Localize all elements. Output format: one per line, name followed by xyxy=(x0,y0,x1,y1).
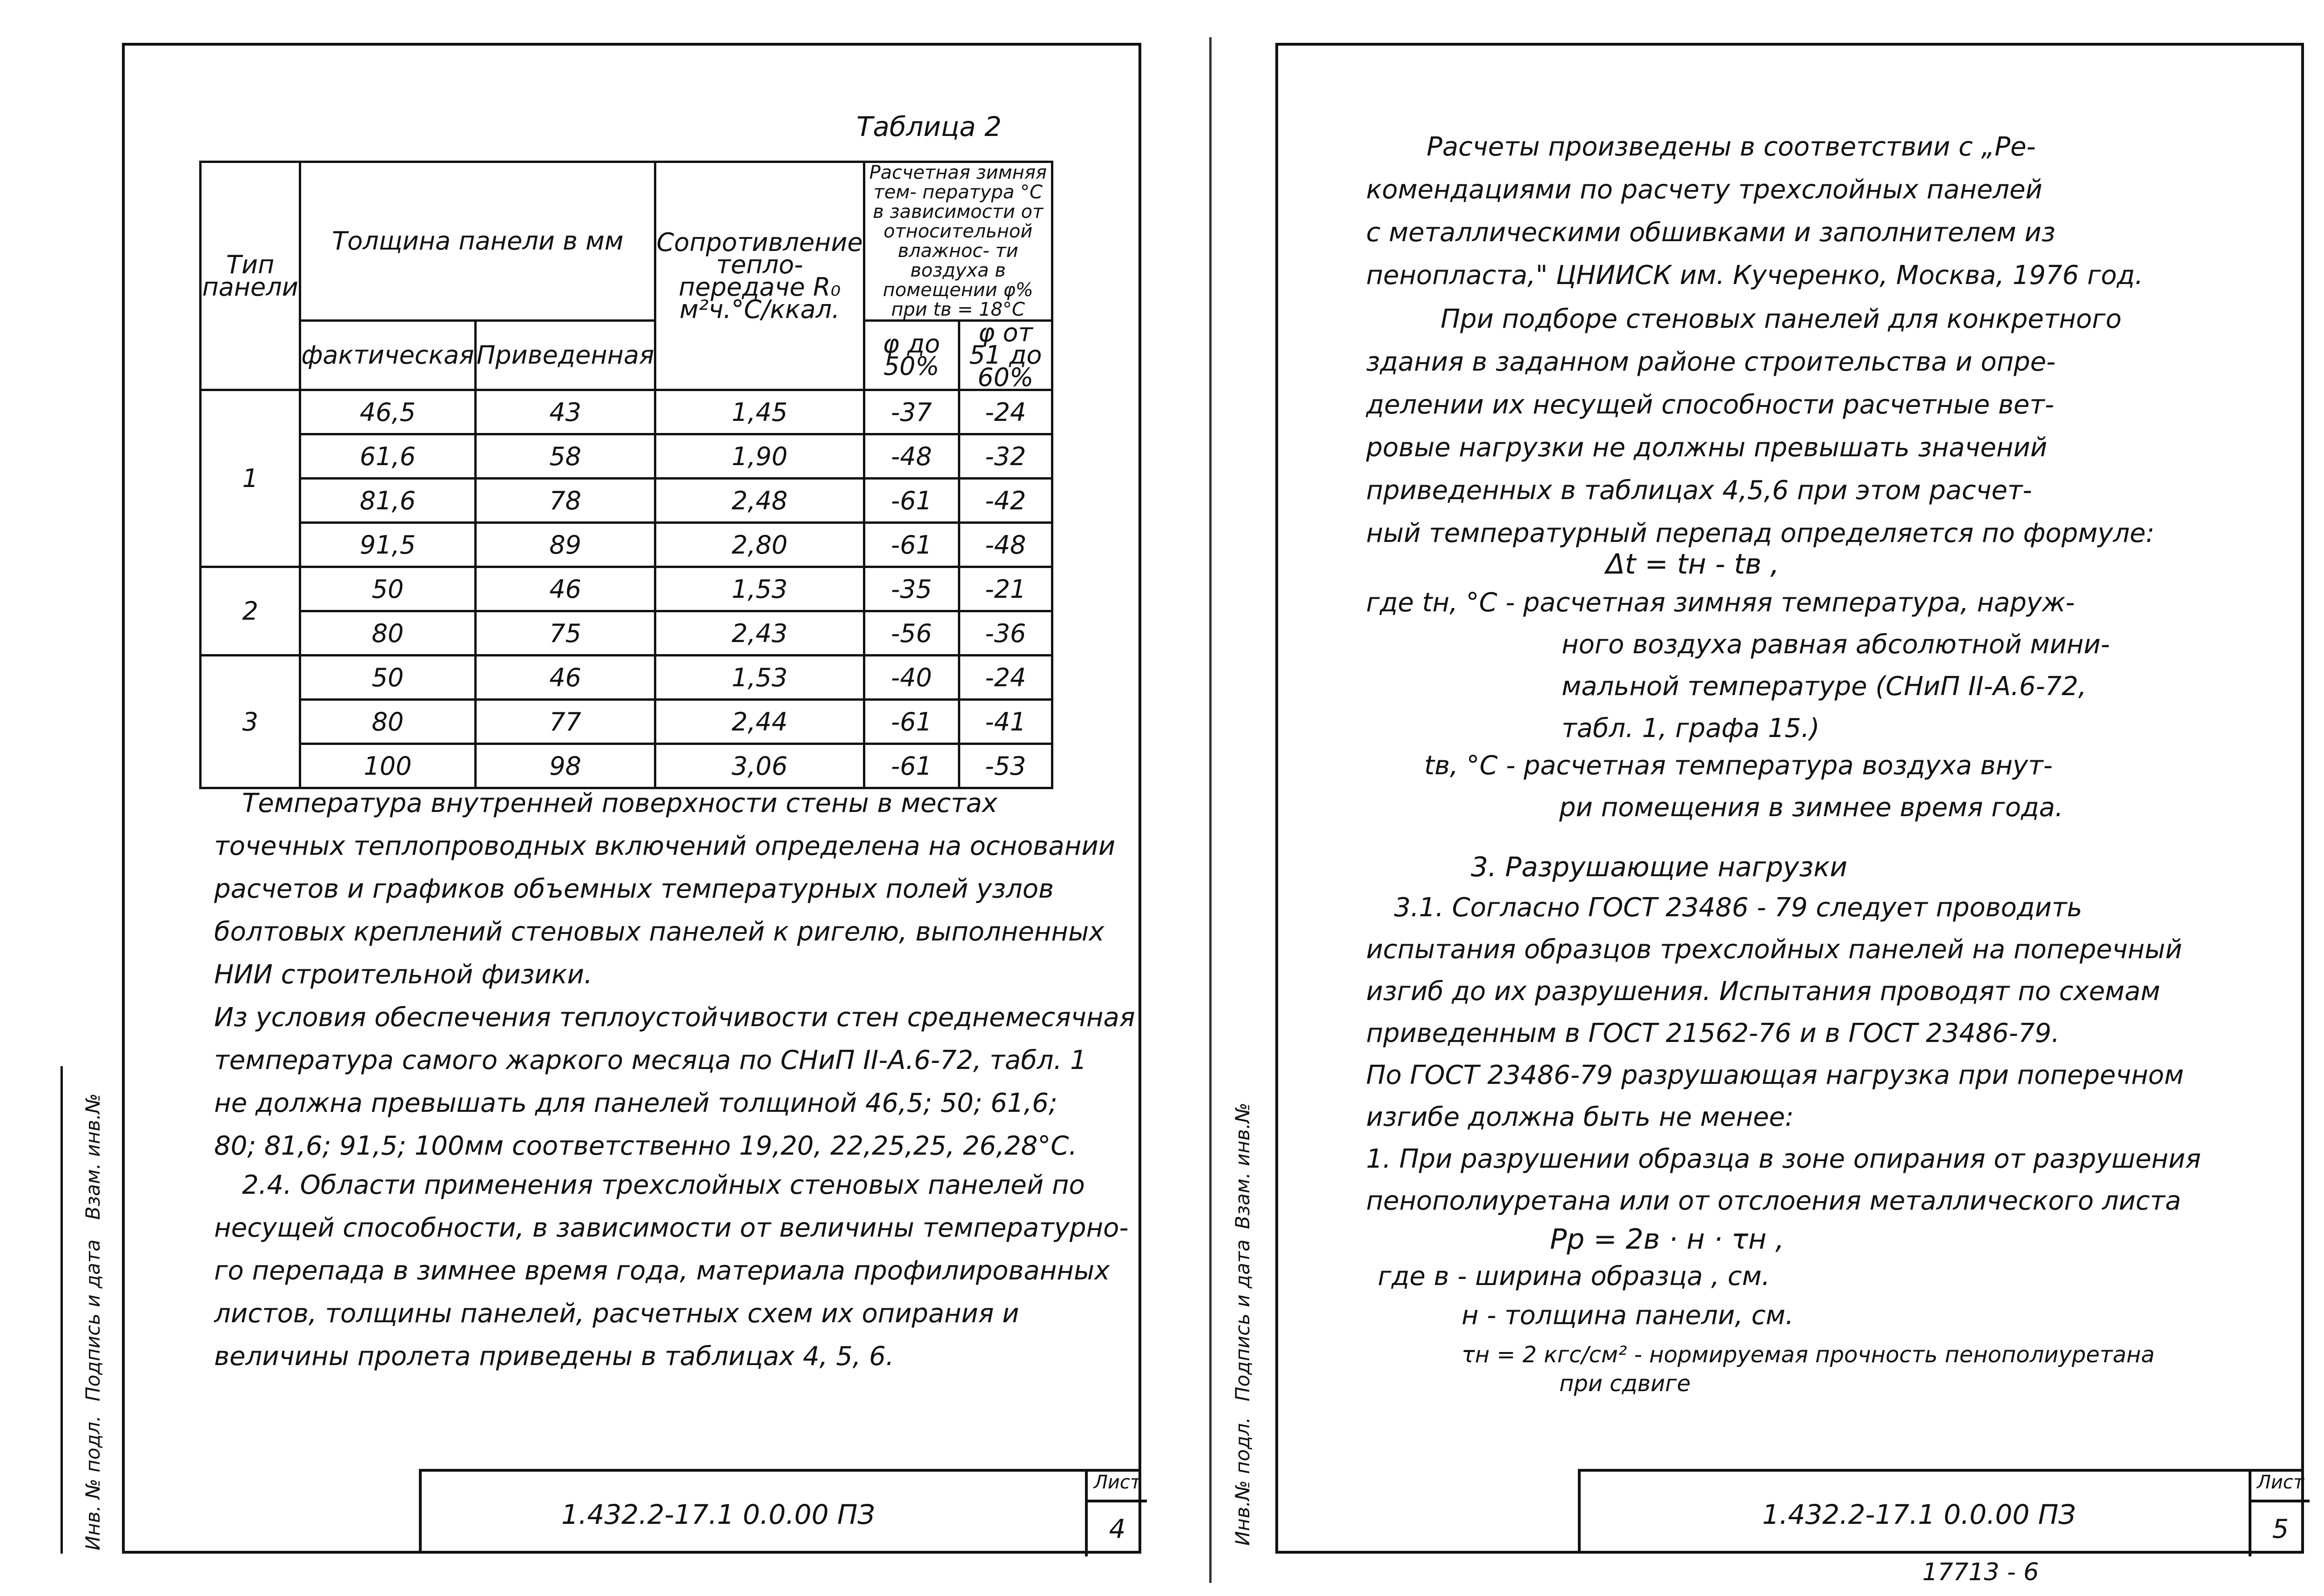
panel-type-cell: 2 xyxy=(201,567,300,656)
text-line: с металлическими обшивками и заполнителем из xyxy=(1366,217,2055,248)
header-actual: фактическая xyxy=(300,321,475,390)
text-line: н - толщина панели, см. xyxy=(1462,1300,1794,1331)
left-paragraph-2 xyxy=(214,996,1135,1168)
table-cell: 46 xyxy=(475,567,655,611)
text-line: температура самого жаркого месяца по СНиП II-А.6-72, табл. 1 xyxy=(214,1045,1087,1075)
margin-label: Взам. инв.№ xyxy=(81,1093,104,1220)
table-cell: 50 xyxy=(300,567,475,611)
table-row xyxy=(201,523,1052,567)
table-cell: 80 xyxy=(300,700,475,744)
text-line: При подборе стеновых панелей для конкретного xyxy=(1441,304,2122,334)
table-cell: 3,06 xyxy=(655,744,864,788)
table-cell: 81,6 xyxy=(300,479,475,523)
text-line: пенополиуретана или от отслоения металлического листа xyxy=(1366,1186,2181,1216)
text-line: приведенных в таблицах 4,5,6 при этом расчет- xyxy=(1366,475,2032,506)
table-cell: 50 xyxy=(300,656,475,700)
text-line: мальной температуре (СНиП II-А.6-72, xyxy=(1562,671,2087,702)
text-line: Расчеты произведены в соответствии с „Ре- xyxy=(1427,132,2036,162)
title-block-left xyxy=(419,1469,1141,1554)
text-line: изгибе должна быть не менее: xyxy=(1366,1102,1794,1132)
table-cell: -37 xyxy=(864,390,959,434)
table-cell: -48 xyxy=(959,523,1052,567)
where-block-1 xyxy=(1366,582,2110,750)
section-title: 3. Разрушающие нагрузки xyxy=(1471,851,1847,883)
drawing-code: 1.432.2-17.1 0.0.00 ПЗ xyxy=(1762,1499,2076,1530)
footer-number: 17713 - 6 xyxy=(1922,1558,2039,1586)
drawing-code: 1.432.2-17.1 0.0.00 ПЗ xyxy=(561,1499,875,1530)
text-line: изгиб до их разрушения. Испытания проводят по схемам xyxy=(1366,976,2161,1007)
text-line: табл. 1, графа 15.) xyxy=(1562,713,1820,744)
text-line: где в - ширина образца , см. xyxy=(1378,1261,1770,1292)
header-phi-50: φ до 50% xyxy=(864,321,959,390)
text-line: величины пролета приведены в таблицах 4, 5, 6. xyxy=(214,1341,894,1372)
text-line: го перепада в зимнее время года, материала профилированных xyxy=(214,1256,1110,1286)
margin-label: Инв. № подл. xyxy=(81,1415,104,1550)
table-cell: 78 xyxy=(475,479,655,523)
left-paragraph-1 xyxy=(214,782,1115,996)
left-margin-block xyxy=(61,1066,124,1554)
table-cell: -61 xyxy=(864,523,959,567)
right-paragraph-2 xyxy=(1366,298,2155,555)
table-row xyxy=(201,744,1052,788)
where-block-2 xyxy=(1424,745,2063,829)
table-cell: 43 xyxy=(475,390,655,434)
sheet-label: Лист xyxy=(1088,1472,1147,1502)
text-line: расчетов и графиков объемных температурных полей узлов xyxy=(214,874,1054,904)
text-line: τн = 2 кгс/см² - нормируемая прочность пенополиуретана xyxy=(1462,1342,2155,1368)
table-cell: -61 xyxy=(864,479,959,523)
table-cell: 100 xyxy=(300,744,475,788)
table-cell: 46 xyxy=(475,656,655,700)
formula-pp: Pp = 2в · н · τн , xyxy=(1550,1223,1785,1256)
header-resistance: Сопротивление тепло- передаче R₀ м²ч.°С/ккал. xyxy=(655,162,864,390)
side-label: Инв.№ подл. xyxy=(1231,1417,1254,1546)
text-line: где tн, °С - расчетная зимняя температура, наруж- xyxy=(1366,588,2075,618)
left-paragraph-3 xyxy=(214,1164,1129,1378)
where-block-3 xyxy=(1378,1257,2155,1397)
table-row xyxy=(201,656,1052,700)
table-cell: 1,53 xyxy=(655,656,864,700)
text-line: 2.4. Области применения трехслойных стеновых панелей по xyxy=(242,1170,1085,1200)
table-cell: -35 xyxy=(864,567,959,611)
sheet-number: 4 xyxy=(1109,1514,1126,1544)
header-phi-60: φ от 51 до 60% xyxy=(959,321,1052,390)
table-row xyxy=(201,479,1052,523)
text-line: Из условия обеспечения теплоустойчивости стен среднемесячная xyxy=(214,1002,1135,1033)
panel-type-cell: 3 xyxy=(201,656,300,788)
sheet-box xyxy=(1085,1472,1147,1556)
side-label: Подпись и дата xyxy=(1231,1239,1254,1401)
text-line: болтовых креплений стеновых панелей к ригелю, выполненных xyxy=(214,917,1105,947)
text-line: при сдвиге xyxy=(1559,1371,1691,1397)
text-line: приведенным в ГОСТ 21562-76 и в ГОСТ 23486-79. xyxy=(1366,1018,2060,1048)
text-line: несущей способности, в зависимости от величины температурно- xyxy=(214,1213,1129,1243)
table-cell: 46,5 xyxy=(300,390,475,434)
text-line: НИИ строительной физики. xyxy=(214,960,593,990)
header-type: Тип панели xyxy=(201,162,300,390)
header-temperature: Расчетная зимняя тем- пература °С в зависимости от относительной влажнос- ти воздуха в помещении φ% при tв = 18°С xyxy=(864,162,1052,321)
text-line: 1. При разрушении образца в зоне опирания от разрушения xyxy=(1366,1144,2201,1174)
table-cell: -40 xyxy=(864,656,959,700)
table-row xyxy=(201,611,1052,656)
table-cell: -61 xyxy=(864,700,959,744)
text-line: комендациями по расчету трехслойных панелей xyxy=(1366,175,2042,205)
title-block-right xyxy=(1578,1469,2304,1554)
header-thickness: Толщина панели в мм xyxy=(300,162,655,321)
table-cell: 91,5 xyxy=(300,523,475,567)
table-cell: -21 xyxy=(959,567,1052,611)
table-cell: 1,45 xyxy=(655,390,864,434)
table-cell: 98 xyxy=(475,744,655,788)
table-cell: 2,44 xyxy=(655,700,864,744)
right-side-column xyxy=(1215,1075,1278,1554)
table-cell: -56 xyxy=(864,611,959,656)
table-cell: -42 xyxy=(959,479,1052,523)
table-row xyxy=(201,567,1052,611)
table-cell: 1,90 xyxy=(655,434,864,479)
spread-divider xyxy=(1209,37,1212,1583)
table-cell: -32 xyxy=(959,434,1052,479)
table-cell: -48 xyxy=(864,434,959,479)
table-cell: 80 xyxy=(300,611,475,656)
text-line: не должна превышать для панелей толщиной 46,5; 50; 61,6; xyxy=(214,1088,1058,1118)
header-reduced: Приведенная xyxy=(475,321,655,390)
table-cell: 75 xyxy=(475,611,655,656)
table-row xyxy=(201,434,1052,479)
side-label: Взам. инв.№ xyxy=(1231,1102,1254,1229)
table-cell: 77 xyxy=(475,700,655,744)
text-line: пенопласта," ЦНИИСК им. Кучеренко, Москва, 1976 год. xyxy=(1366,260,2143,291)
text-line: испытания образцов трехслойных панелей на поперечный xyxy=(1366,934,2183,965)
table-2 xyxy=(199,161,1053,789)
text-line: ный температурный перепад определяется по формуле: xyxy=(1366,518,2155,548)
text-line: точечных теплопроводных включений определена на основании xyxy=(214,831,1116,861)
text-line: 3.1. Согласно ГОСТ 23486 - 79 следует проводить xyxy=(1394,893,2082,923)
formula-delta-t: Δt = tн - tв , xyxy=(1606,548,1779,581)
text-line: делении их несущей способности расчетные вет- xyxy=(1366,390,2055,420)
table-cell: 61,6 xyxy=(300,434,475,479)
text-line: Температура внутренней поверхности стены в местах xyxy=(242,788,997,818)
sheet-label: Лист xyxy=(2251,1472,2310,1502)
right-paragraph-1 xyxy=(1366,126,2143,297)
sheet-box xyxy=(2249,1472,2310,1556)
table-cell: -41 xyxy=(959,700,1052,744)
panel-type-cell: 1 xyxy=(201,390,300,567)
table-cell: 89 xyxy=(475,523,655,567)
table-cell: -61 xyxy=(864,744,959,788)
table-row xyxy=(201,700,1052,744)
table-cell: -36 xyxy=(959,611,1052,656)
text-line: листов, толщины панелей, расчетных схем их опирания и xyxy=(214,1298,1019,1329)
table-row xyxy=(201,390,1052,434)
text-line: ровые нагрузки не должны превышать значений xyxy=(1366,433,2048,463)
table-cell: -53 xyxy=(959,744,1052,788)
text-line: tв, °С - расчетная температура воздуха внут- xyxy=(1424,751,2053,781)
text-line: ри помещения в зимнее время года. xyxy=(1559,792,2063,823)
sheet-number: 5 xyxy=(2272,1514,2289,1544)
text-line: 80; 81,6; 91,5; 100мм соответственно 19,20, 22,25,25, 26,28°С. xyxy=(214,1131,1078,1161)
table-cell: 2,80 xyxy=(655,523,864,567)
margin-label: Подпись и дата xyxy=(81,1239,104,1401)
table-cell: 2,48 xyxy=(655,479,864,523)
table-cell: 2,43 xyxy=(655,611,864,656)
table-caption: Таблица 2 xyxy=(856,111,1002,142)
right-paragraph-3 xyxy=(1366,887,2201,1222)
table-body xyxy=(201,390,1052,788)
text-line: По ГОСТ 23486-79 разрушающая нагрузка при поперечном xyxy=(1366,1060,2184,1090)
table-cell: -24 xyxy=(959,656,1052,700)
table-cell: 58 xyxy=(475,434,655,479)
table-cell: -24 xyxy=(959,390,1052,434)
text-line: ного воздуха равная абсолютной мини- xyxy=(1562,629,2110,660)
text-line: здания в заданном районе строительства и опре- xyxy=(1366,347,2056,377)
table-cell: 1,53 xyxy=(655,567,864,611)
